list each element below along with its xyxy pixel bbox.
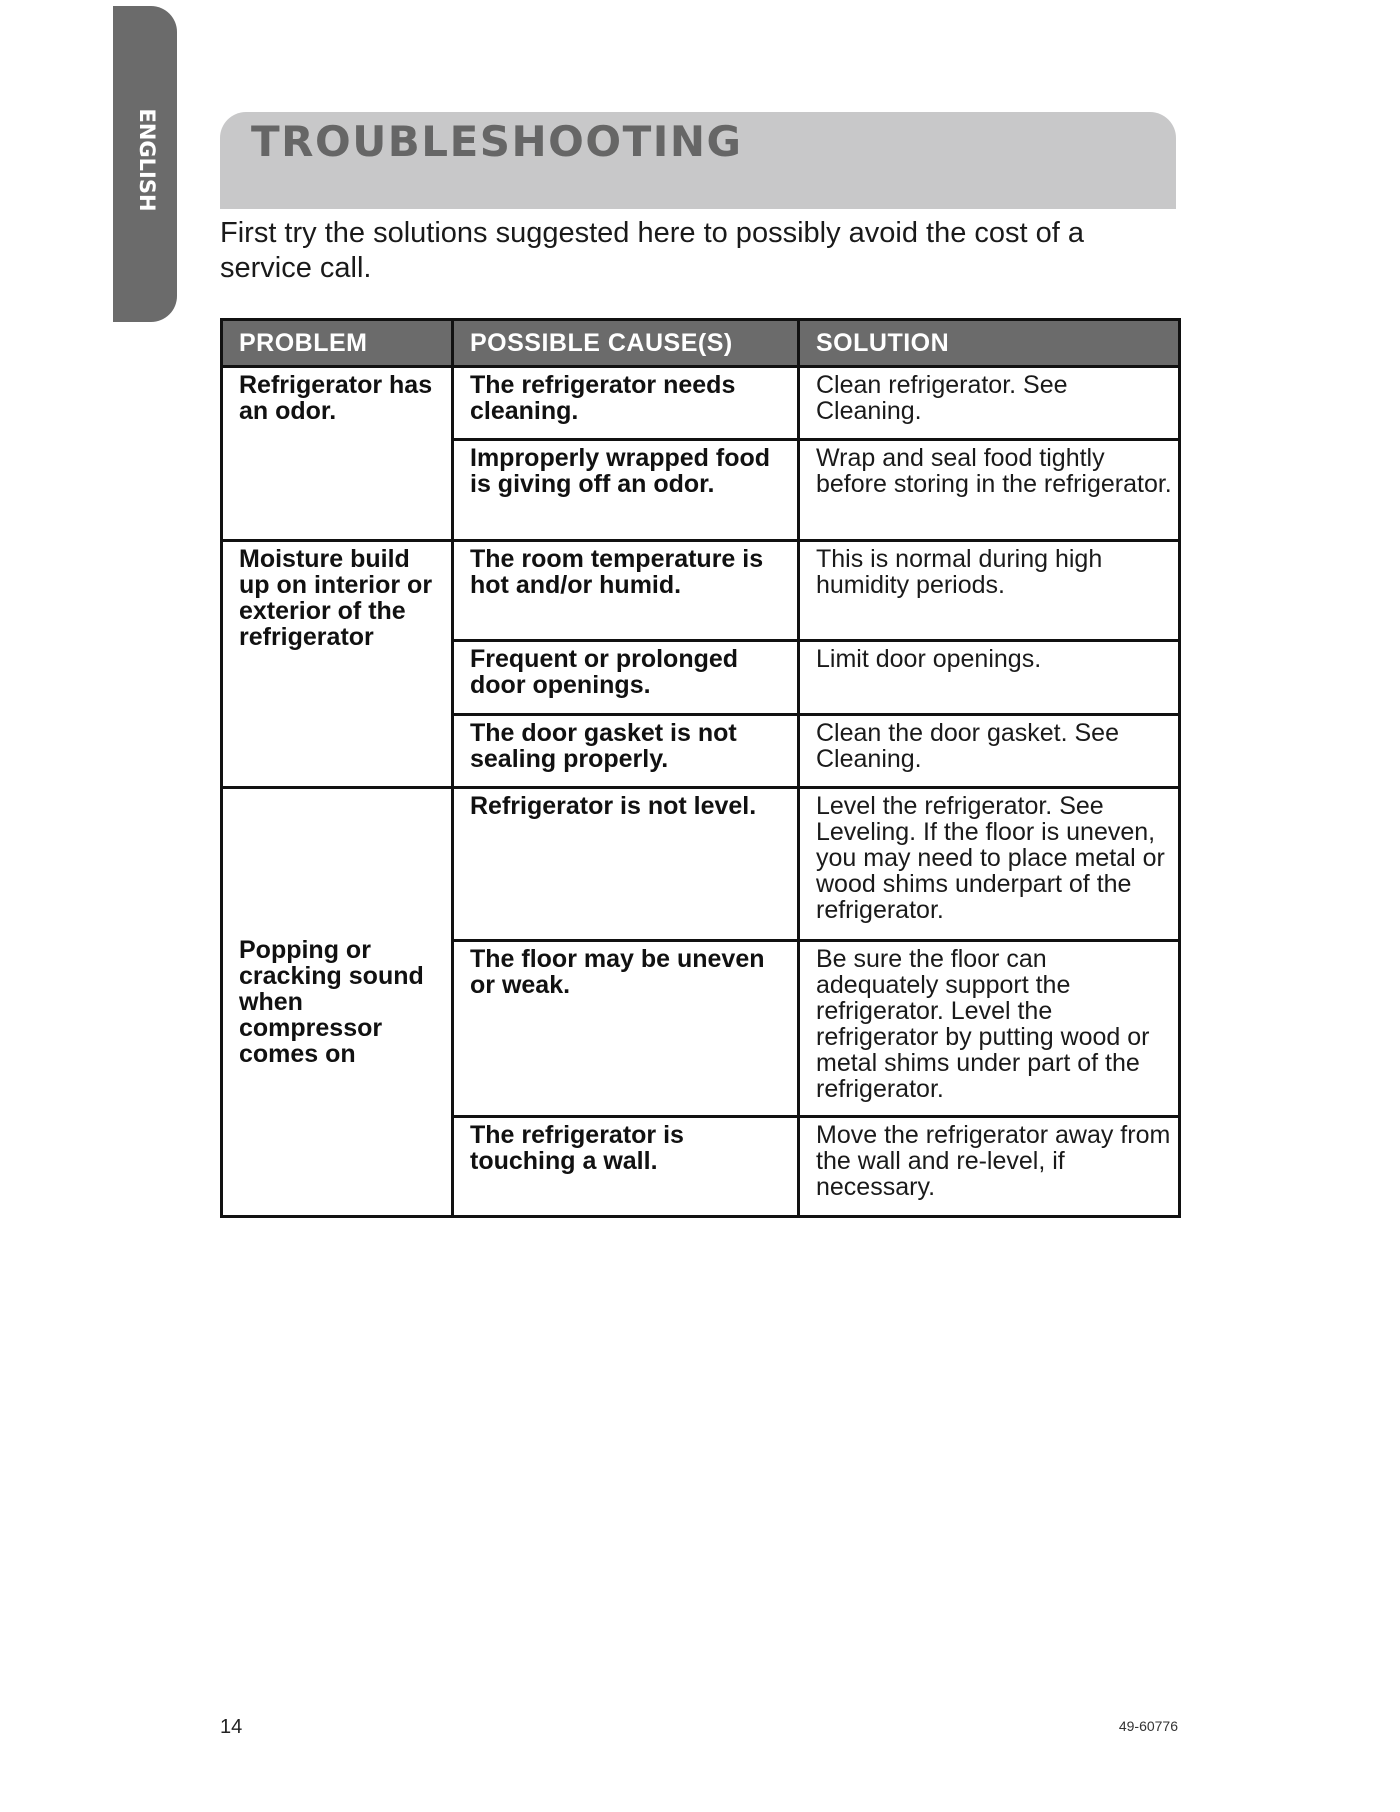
cause-cell: The floor may be uneven or weak.	[453, 941, 799, 1117]
cause-cell: Frequent or prolonged door openings.	[453, 641, 799, 715]
table-row	[222, 541, 1180, 641]
solution-cell: Be sure the floor can adequately support the refrigerator. Level the refrigerator by putting wood or metal shims under part of the refrigerator.	[799, 941, 1180, 1117]
solution-cell: Clean refrigerator. See Cleaning.	[799, 367, 1180, 440]
table-row	[222, 367, 1180, 440]
troubleshooting-table	[220, 318, 1181, 1218]
solution-cell: This is normal during high humidity periods.	[799, 541, 1180, 641]
language-label: ENGLISH	[135, 108, 159, 212]
solution-cell: Wrap and seal food tightly before storing in the refrigerator.	[799, 440, 1180, 541]
column-header-solution: SOLUTION	[799, 320, 1180, 367]
page-title: TROUBLESHOOTING	[251, 117, 743, 166]
document-code: 49-60776	[1118, 1718, 1178, 1734]
cause-cell: The door gasket is not sealing properly.	[453, 715, 799, 788]
cause-cell: The room temperature is hot and/or humid.	[453, 541, 799, 641]
problem-cell-popping-sound: Popping or cracking sound when compressor comes on	[222, 788, 453, 1217]
problem-cell-odor: Refrigerator has an odor.	[222, 367, 453, 541]
solution-cell: Clean the door gasket. See Cleaning.	[799, 715, 1180, 788]
page-number: 14	[220, 1716, 243, 1738]
column-header-cause: POSSIBLE CAUSE(S)	[453, 320, 799, 367]
solution-cell: Level the refrigerator. See Leveling. If the floor is uneven, you may need to place metal or wood shims underpart of the refrigerator.	[799, 788, 1180, 941]
cause-cell: Improperly wrapped food is giving off an odor.	[453, 440, 799, 541]
cause-cell: The refrigerator needs cleaning.	[453, 367, 799, 440]
problem-cell-moisture: Moisture build up on interior or exterior of the refrigerator	[222, 541, 453, 788]
intro-paragraph: First try the solutions suggested here to possibly avoid the cost of a service call.	[220, 217, 1085, 284]
solution-cell: Move the refrigerator away from the wall and re-level, if necessary.	[799, 1117, 1180, 1217]
solution-cell: Limit door openings.	[799, 641, 1180, 715]
table-header-row	[222, 320, 1180, 367]
column-header-problem: PROBLEM	[222, 320, 453, 367]
cause-cell: The refrigerator is touching a wall.	[453, 1117, 799, 1217]
table-row	[222, 788, 1180, 941]
cause-cell: Refrigerator is not level.	[453, 788, 799, 941]
